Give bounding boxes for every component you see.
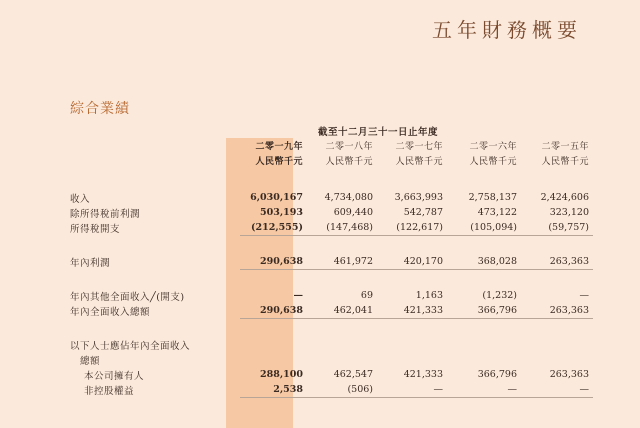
cell-value: (59,757) xyxy=(548,222,589,233)
cell-value: 6,030,167 xyxy=(250,192,303,203)
cell-value: 473,122 xyxy=(477,207,517,218)
cell-value: (506) xyxy=(347,384,373,395)
col-year-2018: 二零一八年 xyxy=(325,142,373,152)
cell-value: 290,638 xyxy=(260,305,303,316)
cell-value: 263,363 xyxy=(549,369,589,380)
cell-value: (1,232) xyxy=(482,290,517,301)
cell-value: 462,041 xyxy=(333,305,373,316)
financial-summary-table xyxy=(70,138,593,398)
col-unit-2016: 人民幣千元 xyxy=(469,157,517,167)
cell-value: 420,170 xyxy=(403,256,443,267)
cell-value: 4,734,080 xyxy=(324,192,373,203)
table-row-profit-for-year xyxy=(70,254,593,270)
cell-value: 263,363 xyxy=(549,305,589,316)
row-label: 年內全面收入總額 xyxy=(70,306,151,318)
cell-value: (212,555) xyxy=(251,222,303,233)
cell-value: (147,468) xyxy=(326,222,373,233)
header-unit-row xyxy=(70,153,593,168)
cell-value: 2,424,606 xyxy=(540,192,589,203)
cell-value: 366,796 xyxy=(477,369,517,380)
col-unit-2018: 人民幣千元 xyxy=(325,157,373,167)
cell-value: 421,333 xyxy=(403,369,443,380)
cell-value: (105,094) xyxy=(470,222,517,233)
row-label: 年內利潤 xyxy=(70,257,111,269)
cell-value: (122,617) xyxy=(396,222,443,233)
table-row-profit-before-tax xyxy=(70,205,593,220)
cell-value: — xyxy=(579,290,589,301)
header-year-row xyxy=(70,138,593,153)
cell-value: 288,100 xyxy=(260,369,303,380)
table-row-total-comprehensive xyxy=(70,303,593,319)
cell-value: — xyxy=(293,290,303,301)
row-label: 非控股權益 xyxy=(84,385,135,397)
table-row-non-controlling xyxy=(70,382,593,398)
cell-value: 542,787 xyxy=(403,207,443,218)
cell-value: 368,028 xyxy=(477,256,517,267)
col-year-2019: 二零一九年 xyxy=(255,142,303,152)
cell-value: 290,638 xyxy=(260,256,303,267)
row-label: 本公司擁有人 xyxy=(84,370,145,382)
cell-value: 366,796 xyxy=(477,305,517,316)
row-label: 以下人士應佔年內全面收入 xyxy=(70,340,191,352)
table-row-other-comprehensive xyxy=(70,288,593,303)
divider xyxy=(70,398,593,399)
table-row-attributable-heading xyxy=(70,337,593,352)
table-row-attributable-heading2 xyxy=(70,352,593,367)
cell-value: 3,663,993 xyxy=(394,192,443,203)
cell-value: 1,163 xyxy=(415,290,443,301)
page-title: 五年財務概要 xyxy=(432,18,582,42)
col-year-2017: 二零一七年 xyxy=(395,142,443,152)
cell-value: 462,547 xyxy=(333,369,373,380)
cell-value: — xyxy=(579,384,589,395)
cell-value: 461,972 xyxy=(333,256,373,267)
period-header: 截至十二月三十一日止年度 xyxy=(318,127,439,138)
row-label: 收入 xyxy=(70,193,91,205)
cell-value: 2,538 xyxy=(273,384,303,395)
cell-value: 421,333 xyxy=(403,305,443,316)
cell-value: 263,363 xyxy=(549,256,589,267)
cell-value: 609,440 xyxy=(333,207,373,218)
col-unit-2019: 人民幣千元 xyxy=(255,157,303,167)
col-year-2016: 二零一六年 xyxy=(469,142,517,152)
row-label: 總額 xyxy=(80,355,101,367)
table-row-income-tax xyxy=(70,220,593,236)
cell-value: 323,120 xyxy=(549,207,589,218)
col-year-2015: 二零一五年 xyxy=(541,142,589,152)
table-row-revenue xyxy=(70,190,593,205)
col-unit-2015: 人民幣千元 xyxy=(541,157,589,167)
col-unit-2017: 人民幣千元 xyxy=(395,157,443,167)
table-row-owners xyxy=(70,367,593,382)
cell-value: 69 xyxy=(360,290,373,301)
section-title: 綜合業績 xyxy=(70,101,130,117)
cell-value: 503,193 xyxy=(260,207,303,218)
row-label: 所得稅開支 xyxy=(70,223,121,235)
row-label: 除所得稅前利潤 xyxy=(70,208,141,220)
cell-value: — xyxy=(507,384,517,395)
row-label: 年內其他全面收入╱(開支) xyxy=(70,291,185,303)
cell-value: — xyxy=(433,384,443,395)
cell-value: 2,758,137 xyxy=(468,192,517,203)
